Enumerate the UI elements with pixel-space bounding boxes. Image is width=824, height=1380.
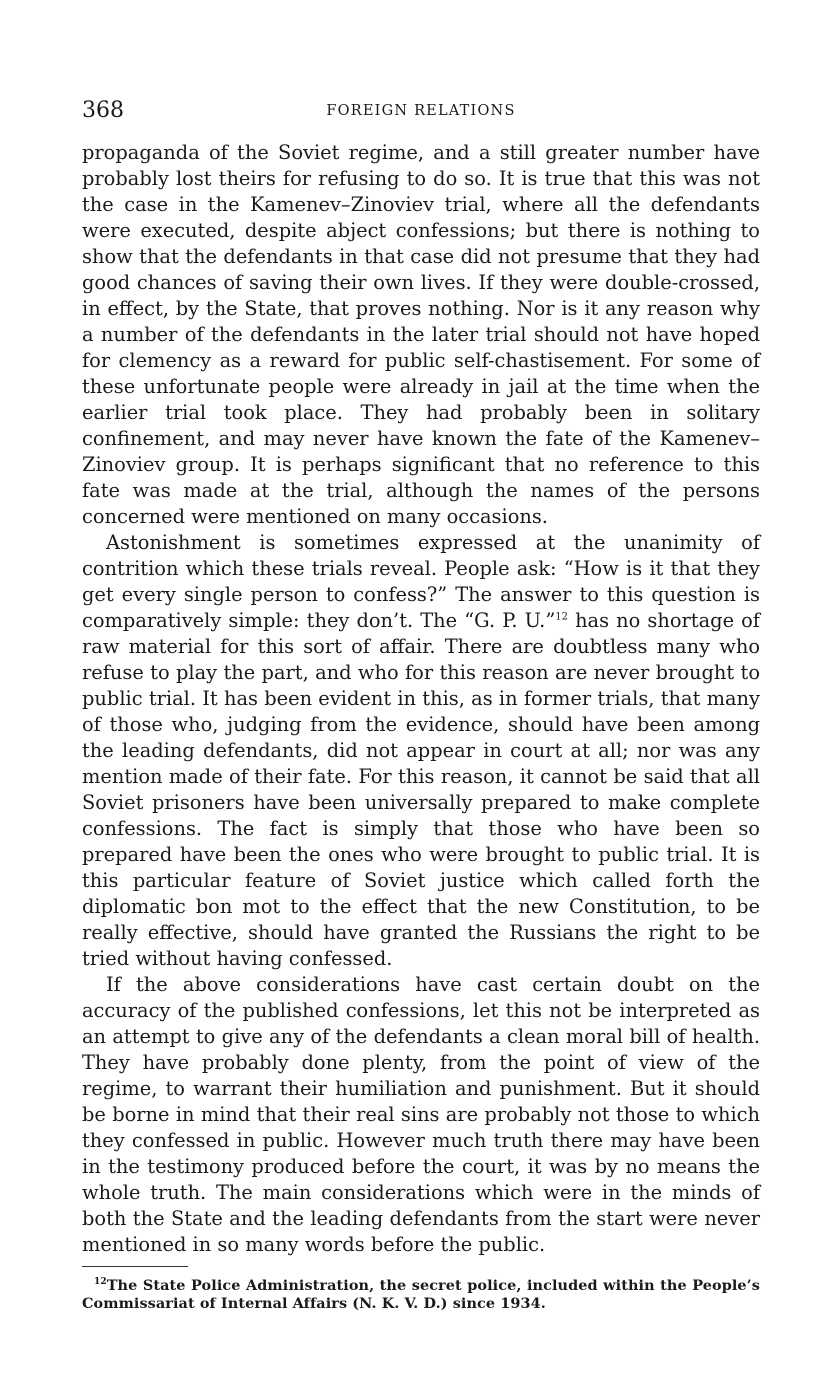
running-head	[82, 96, 760, 126]
paragraph-continuation: propaganda of the Soviet regime, and a still greater number have probably lost theirs for refusing to do so. It is true that this was not the case in the Kamenev–Zinoviev trial, where all the defendants were executed, despite abject confessions; but there is nothing to show that the defendants in that case did not presume that they had good chances of saving their own lives. If they were double-crossed, in effect, by the State, that proves nothing. Nor is it any reason why a number of the defendants in the later trial should not have hoped for clemency as a reward for public self-chastisement. For some of these unfortunate people were already in jail at the time when the earlier trial took place. They had probably been in solitary confinement, and may never have known the fate of the Kamenev–Zinoviev group. It is perhaps significant that no reference to this fate was made at the trial, although the names of the persons concerned were mentioned on many occasions.	[82, 141, 760, 528]
paragraph-text-before-footnote-ref: Astonishment is sometimes expressed at the unanimity of contrition which these trials reveal. People ask: “How is it that they get every single person to confess?” The answer to this question is comparatively simple: they don’t. The “G. P. U.”	[82, 531, 760, 632]
footnote-text: The State Police Administration, the secret police, included within the People’s Commissariat of Internal Affairs (N. K. V. D.) since 1934.	[82, 1277, 760, 1312]
paragraph-considerations: If the above considerations have cast certain doubt on the accuracy of the published confessions, let this not be interpreted as an attempt to give any of the defendants a clean moral bill of health. They have probably done plenty, from the point of view of the regime, to warrant their humiliation and punishment. But it should be borne in mind that their real sins are probably not those to which they confessed in public. However much truth there may have been in the testimony produced before the court, it was by no means the whole truth. The main considerations which were in the minds of both the State and the leading defendants from the start were never mentioned in so many words before the public.	[82, 973, 760, 1256]
paragraph-text-after-footnote-ref: has no shortage of raw material for this sort of affair. There are doubtless many who refuse to play the part, and who for this reason are never brought to public trial. It has been evident in this, as in former trials, that many of those who, judging from the evidence, should have been among the leading defendants, did not appear in court at all; nor was any mention made of their fate. For this reason, it cannot be said that all Soviet prisoners have been universally prepared to make complete confessions. The fact is simply that those who have been so prepared have been the ones who were brought to public trial. It is this particular feature of Soviet justice which called forth the diplomatic bon mot to the effect that the new Constitution, to be really effective, should have granted the Russians the right to be tried without having confessed.	[82, 609, 760, 970]
footnote	[82, 1277, 760, 1313]
footnote-divider	[82, 1266, 188, 1267]
footnote-reference[interactable]: 12	[555, 611, 568, 623]
footnote-number: 12	[94, 1277, 107, 1288]
running-title: FOREIGN RELATIONS	[326, 103, 516, 119]
document-page	[82, 96, 760, 1366]
page-number: 368	[82, 98, 124, 123]
body-text	[82, 140, 760, 1258]
paragraph-astonishment	[82, 530, 760, 972]
